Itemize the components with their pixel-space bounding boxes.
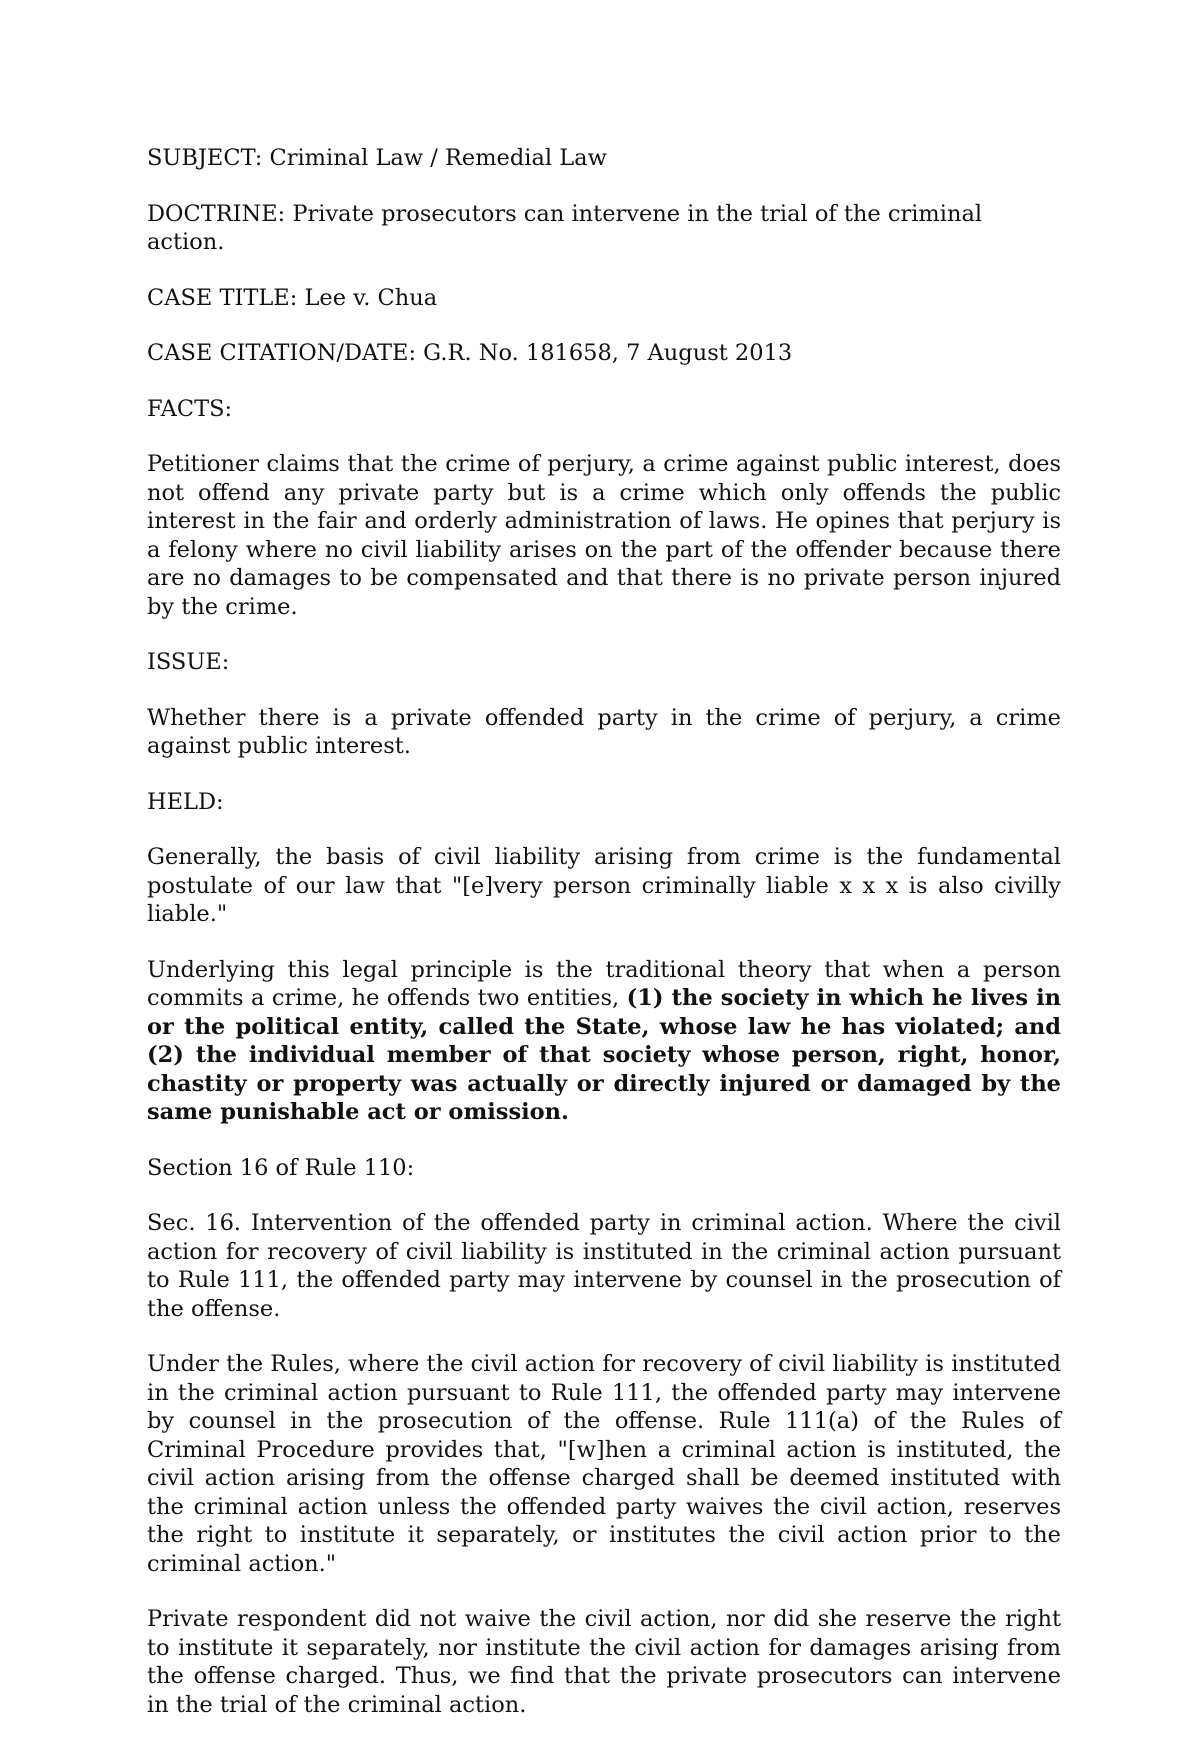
issue-heading: ISSUE:: [147, 649, 230, 675]
issue-paragraph: Whether there is a private offended party in the crime of perjury, a crime against public interest.: [147, 704, 1061, 759]
case-citation-line: CASE CITATION/DATE: G.R. No. 181658, 7 August 2013: [147, 340, 793, 366]
facts-paragraph: Petitioner claims that the crime of perjury, a crime against public interest, does not offend any private party but is a crime which only offends the public interest in the fair and orderly administration of laws. He opines that perjury is a felony where no civil liability arises on the part of the offender because there are no damages to be compensated and that there is no private person injured by the crime.: [147, 451, 1061, 620]
held-heading: HELD:: [147, 788, 224, 815]
held-paragraph-2-intro: Underlying this legal principle is the traditional theory that when a person commits a crime, he offends two entities,: [147, 956, 1061, 1011]
held-paragraph-2-bold: (1) the society in which he lives in or the political entity, called the State, whose law he has violated; and (2) the individual member of that society whose person, right, honor, chastity or property was actually or directly injured or damaged by the same punishable act or omission.: [147, 985, 1061, 1125]
held-paragraph-2: [147, 956, 1061, 1127]
section-heading: Section 16 of Rule 110:: [147, 1154, 415, 1181]
rules-paragraph: Under the Rules, where the civil action for recovery of civil liability is instituted in the criminal action pursuant to Rule 111, the offended party may intervene by counsel in the prosecution of the offense. Rule 111(a) of the Rules of Criminal Procedure provides that, "[w]hen a criminal action is instituted, the civil action arising from the offense charged shall be deemed instituted with the criminal action unless the offended party waives the civil action, reserves the right to institute it separately, or institutes the civil action prior to the criminal action.": [147, 1351, 1061, 1577]
conclusion-paragraph: Private respondent did not waive the civil action, nor did she reserve the right to institute it separately, nor institute the civil action for damages arising from the offense charged. Thus, we find that the private prosecutors can intervene in the trial of the criminal action.: [147, 1606, 1061, 1718]
held-paragraph-1: Generally, the basis of civil liability arising from crime is the fundamental postulate of our law that "[e]very person criminally liable x x x is also civilly liable.": [147, 844, 1061, 927]
facts-heading: FACTS:: [147, 395, 233, 422]
subject-line: SUBJECT: Criminal Law / Remedial Law: [147, 145, 607, 171]
case-title-line: CASE TITLE: Lee v. Chua: [147, 284, 438, 311]
section-paragraph: Sec. 16. Intervention of the offended party in criminal action. Where the civil action for recovery of civil liability is instituted in the criminal action pursuant to Rule 111, the offended party may intervene by counsel in the prosecution of the offense.: [147, 1210, 1061, 1322]
document-page: [147, 144, 1061, 1746]
doctrine-line: DOCTRINE: Private prosecutors can intervene in the trial of the criminal action.: [147, 200, 983, 255]
